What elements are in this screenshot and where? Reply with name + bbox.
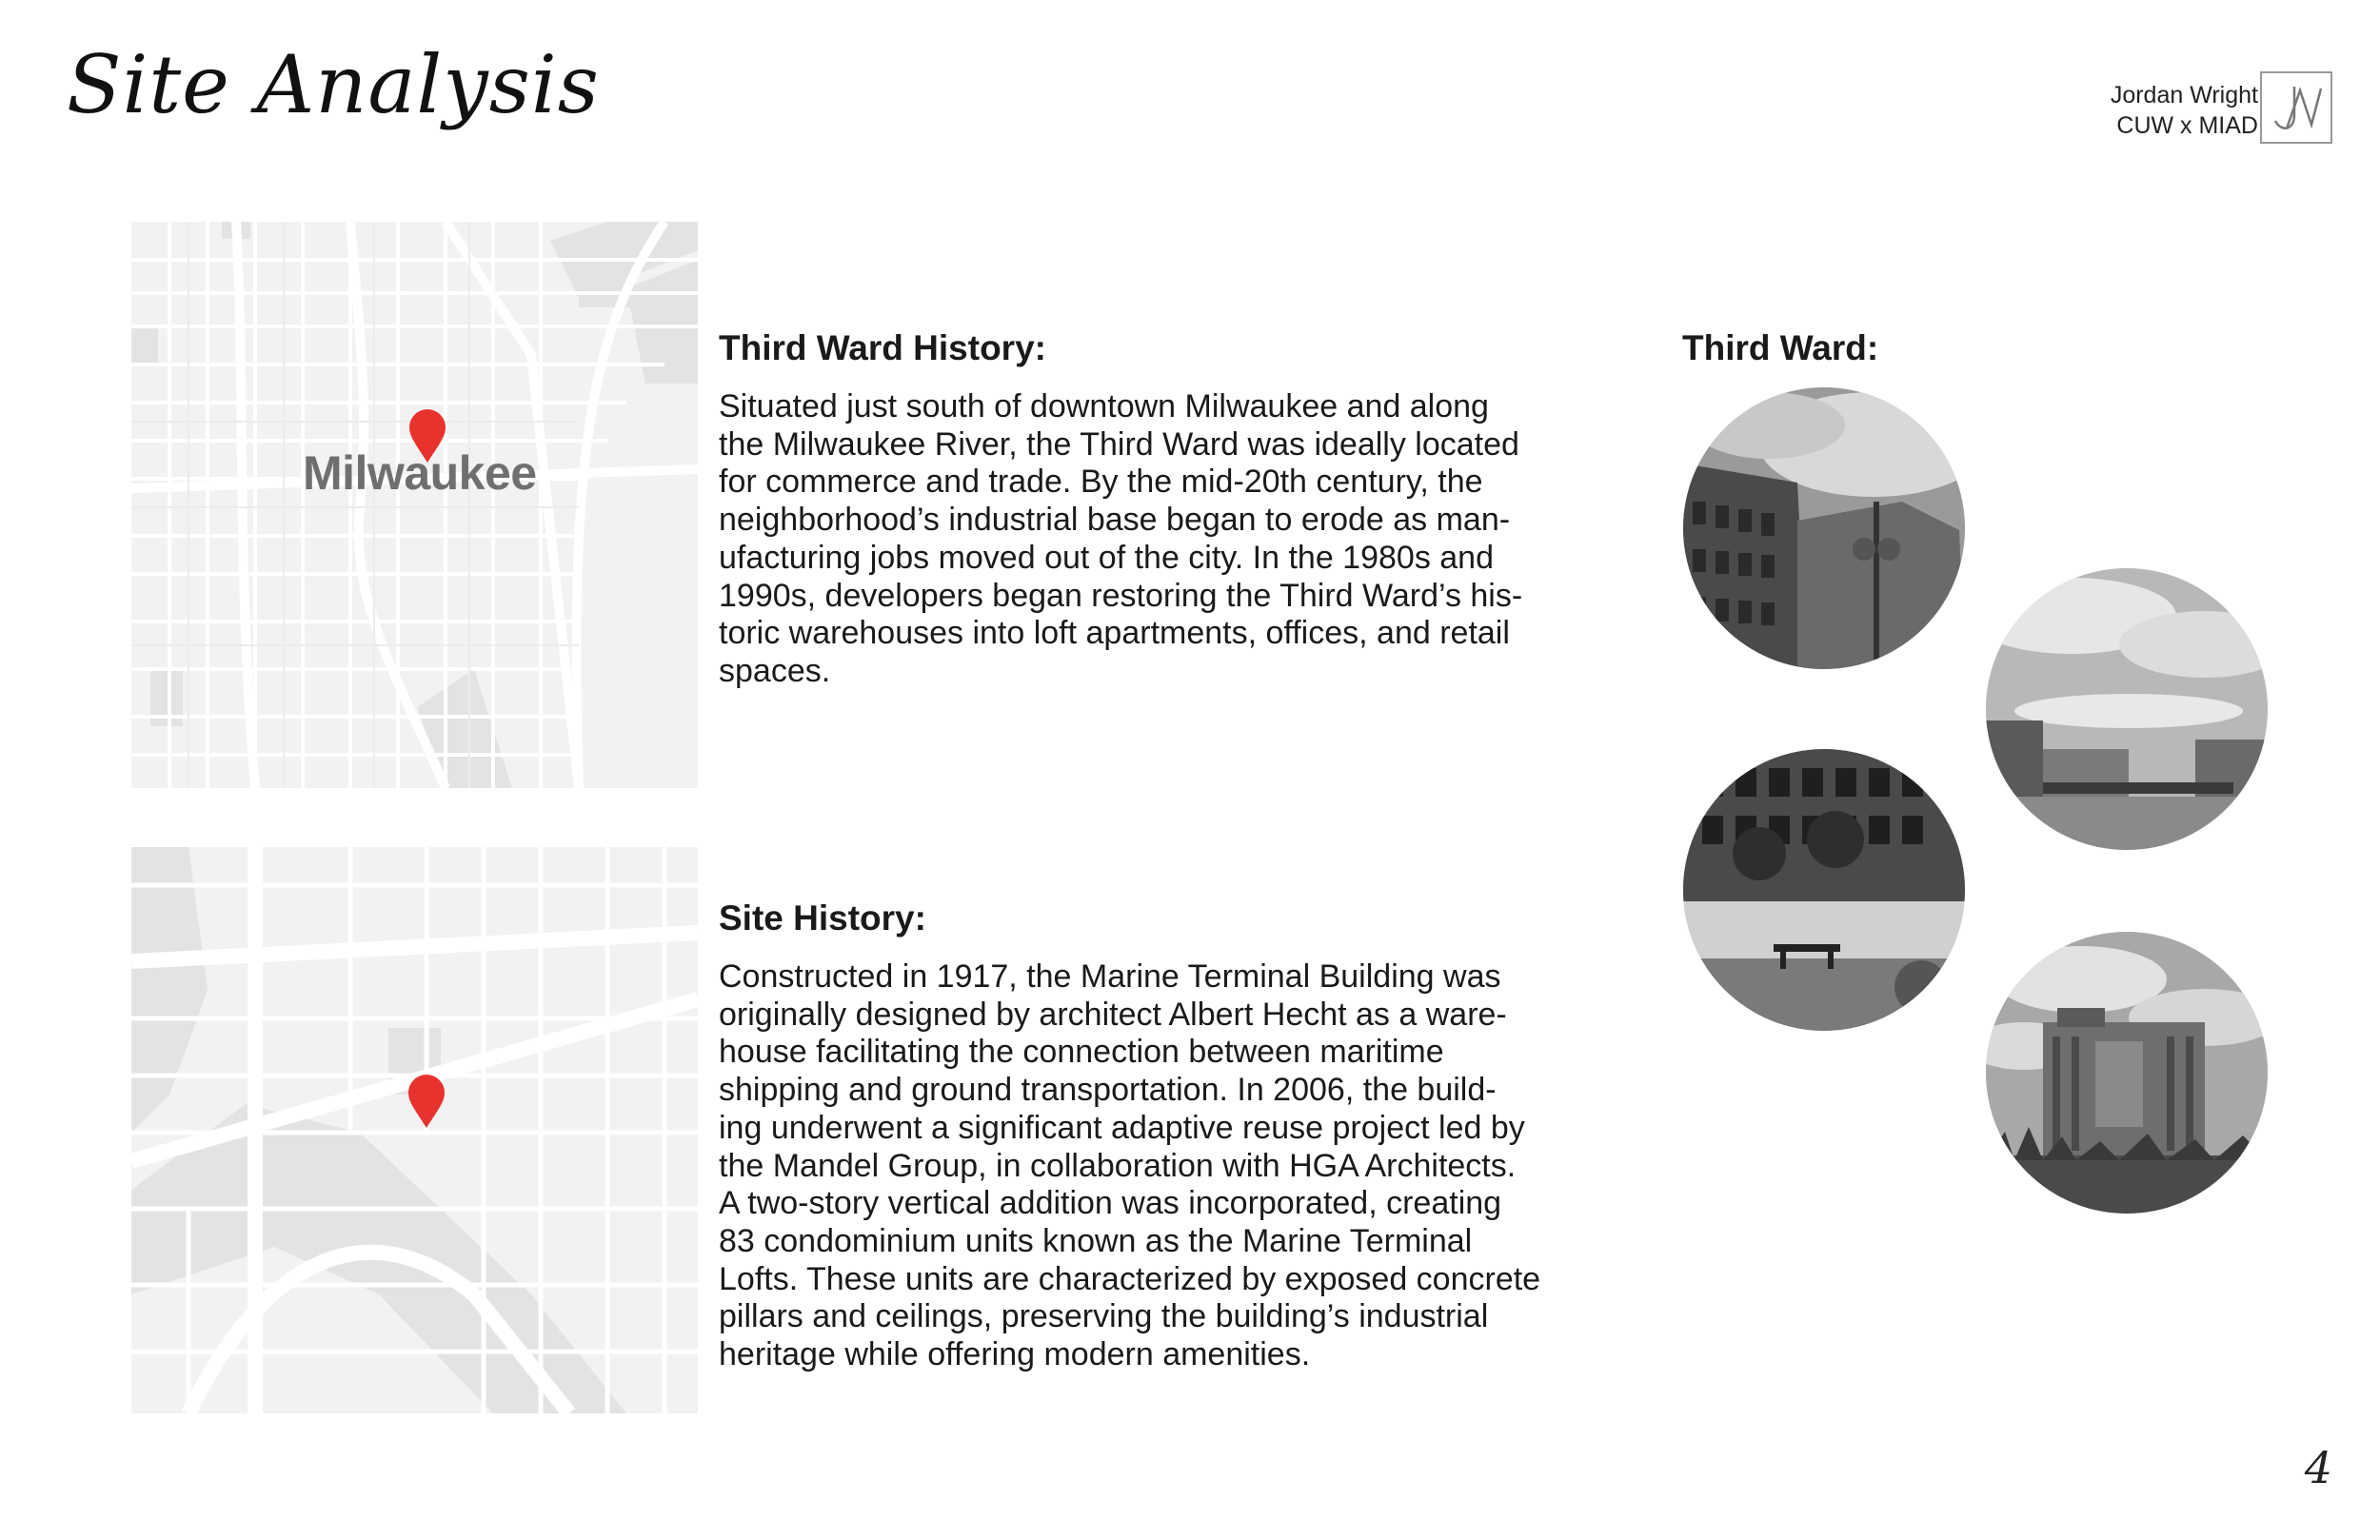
- photo-courtyard-picnic-table: [1683, 749, 1965, 1031]
- page-number: 4: [2304, 1442, 2332, 1493]
- author-program: CUW x MIAD: [2116, 112, 2258, 139]
- site-map[interactable]: [131, 847, 698, 1413]
- site-history-text: Constructed in 1917, the Marine Terminal Building was originally designed by architect Albert Hecht as a ware- house facilitating the connection between maritime shipping and ground transportation. In 2006, the build- ing underwent a significant adaptive reuse project led by the Mandel Group, in collaboration with HGA Architects. A two-story vertical addition was incorporated, creating 83 condominium units known as the Marine Terminal Lofts. These units are characterized by exposed concrete pillars and ceilings, preserving the building’s industrial heritage while offering modern amenities.: [719, 958, 1541, 1373]
- city-map[interactable]: [131, 222, 698, 788]
- site-map-pin-icon[interactable]: [407, 1074, 446, 1129]
- third-ward-history-text: Situated just south of downtown Milwaukee and along the Milwaukee River, the Third Ward was ideally located for commerce and trade. By the mid-20th century, the neighborhood’s industrial base began to erode as man- ufacturing jobs moved out of the city. In the 1980s and 1990s, developers began restoring the Third Ward’s his- toric warehouses into loft apartments, offices, and retail spaces.: [719, 388, 1523, 689]
- third-ward-history-heading: Third Ward History:: [719, 328, 1046, 367]
- author-block: [2111, 80, 2258, 141]
- photo-river-bridge: [1986, 568, 2268, 850]
- photo-marine-terminal-lofts: [1986, 932, 2268, 1214]
- author-name: Jordan Wright: [2110, 82, 2258, 109]
- photo-historic-buildings-streetlamp: [1683, 387, 1965, 669]
- page-title: Site Analysis: [67, 38, 600, 131]
- city-map-label: Milwaukee: [303, 446, 537, 500]
- site-history-heading: Site History:: [719, 898, 926, 938]
- author-monogram-logo: [2260, 71, 2332, 144]
- third-ward-photos-heading: Third Ward:: [1682, 328, 1879, 367]
